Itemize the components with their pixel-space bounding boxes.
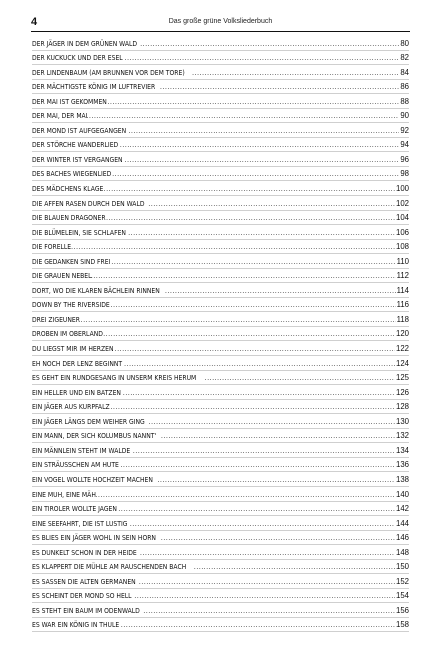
toc-entry-title: DER JÄGER IN DEM GRÜNEN WALD	[32, 39, 138, 48]
toc-dot-leader	[78, 315, 395, 325]
toc-entry	[32, 254, 409, 269]
toc-dot-leader	[133, 446, 395, 456]
toc-entry-title: ES SASSEN DIE ALTEN GERMANEN	[32, 577, 136, 586]
toc-entry-page: 112	[396, 271, 409, 281]
toc-entry-page: 116	[396, 300, 409, 310]
toc-entry	[32, 283, 409, 298]
toc-entry	[32, 560, 409, 575]
toc-dot-leader	[103, 329, 395, 339]
toc-entry-title: DIE GEDANKEN SIND FREI	[32, 257, 111, 266]
toc-dot-leader	[134, 591, 395, 601]
toc-entry	[32, 603, 409, 618]
toc-entry-title: ES GEHT EIN RUNDGESANG IN UNSERM KREIS HERUM	[32, 374, 197, 383]
toc-entry	[32, 211, 409, 226]
toc-entry	[32, 240, 409, 255]
toc-entry	[32, 502, 409, 517]
toc-entry-page: 154	[395, 591, 409, 601]
toc-entry-title: DIE BLAUEN DRAGONER	[32, 214, 106, 223]
toc-entry-page: 144	[395, 518, 409, 528]
toc-entry-page: 110	[396, 256, 409, 266]
toc-entry	[32, 327, 409, 342]
toc-entry-page: 142	[395, 504, 409, 514]
toc-entry-title: ES BLIES EIN JÄGER WOHL IN SEIN HORN	[32, 534, 156, 543]
toc-entry-page: 158	[395, 620, 409, 630]
toc-entry-page: 82	[400, 53, 409, 63]
toc-entry-page: 156	[395, 605, 409, 615]
toc-entry	[32, 618, 409, 633]
toc-entry-page: 114	[396, 285, 409, 295]
toc-dot-leader	[104, 184, 395, 194]
toc-entry-title: DER STÖRCHE WANDERLIED	[32, 141, 119, 150]
toc-entry-page: 128	[395, 402, 409, 412]
toc-dot-leader	[121, 620, 395, 630]
toc-dot-leader	[160, 82, 399, 92]
toc-dot-leader	[140, 548, 395, 558]
toc-dot-leader	[130, 519, 395, 529]
toc-entry-page: 106	[395, 227, 409, 237]
toc-entry-page: 90	[400, 111, 409, 121]
toc-dot-leader	[128, 228, 395, 238]
toc-dot-leader	[69, 242, 395, 252]
toc-entry-page: 138	[395, 474, 409, 484]
toc-dot-leader	[205, 373, 395, 383]
toc-entry-page: 92	[400, 125, 409, 135]
toc-entry	[32, 516, 409, 531]
toc-entry-page: 136	[395, 460, 409, 470]
toc-entry-page: 126	[395, 387, 409, 397]
toc-entry-title: ES STEHT EIN BAUM IM ODENWALD	[32, 606, 140, 615]
toc-dot-leader	[143, 606, 395, 616]
toc-entry	[32, 167, 409, 182]
toc-entry-title: DORT, WO DIE KLAREN BÄCHLEIN RINNEN	[32, 286, 160, 295]
toc-entry-page: 146	[395, 533, 409, 543]
toc-entry-page: 88	[400, 96, 409, 106]
toc-dot-leader	[157, 475, 395, 485]
toc-dot-leader	[107, 97, 399, 107]
toc-dot-leader	[125, 53, 400, 63]
toc-entry-page: 134	[395, 445, 409, 455]
toc-entry-page: 100	[395, 184, 409, 194]
toc-entry	[32, 487, 409, 502]
toc-entry	[32, 443, 409, 458]
toc-entry	[32, 472, 409, 487]
toc-dot-leader	[106, 213, 395, 223]
toc-entry-title: EH NOCH DER LENZ BEGINNT	[32, 359, 123, 368]
toc-entry-page: 124	[395, 358, 409, 368]
toc-entry-title: EIN VOGEL WOLLTE HOCHZEIT MACHEN	[32, 475, 153, 484]
toc-dot-leader	[140, 39, 399, 49]
toc-entry-title: DER MAI IST GEKOMMEN	[32, 97, 107, 106]
toc-entry-page: 118	[396, 314, 409, 324]
toc-entry-page: 148	[395, 547, 409, 557]
toc-entry	[32, 589, 409, 604]
toc-entry	[32, 109, 409, 124]
toc-dot-leader	[165, 286, 396, 296]
toc-entry-page: 140	[395, 489, 409, 499]
table-of-contents	[32, 36, 409, 632]
toc-entry-title: DU LIEGST MIR IM HERZEN	[32, 345, 114, 354]
toc-dot-leader	[124, 155, 399, 165]
toc-entry	[32, 429, 409, 444]
toc-entry-title: DER WINTER IST VERGANGEN	[32, 155, 123, 164]
toc-entry	[32, 181, 409, 196]
toc-entry-page: 132	[395, 431, 409, 441]
toc-entry-title: DES MÄDCHENS KLAGE	[32, 185, 104, 194]
toc-dot-leader	[111, 257, 395, 267]
toc-dot-leader	[123, 388, 395, 398]
toc-entry-page: 98	[400, 169, 409, 179]
toc-entry	[32, 65, 409, 80]
toc-entry-title: ES DUNKELT SCHON IN DER HEIDE	[32, 548, 137, 557]
toc-entry-title: DER LINDENBAUM (AM BRUNNEN VOR DEM TORE)	[32, 68, 185, 77]
toc-dot-leader	[91, 271, 396, 281]
toc-dot-leader	[194, 562, 395, 572]
toc-entry-page: 150	[395, 562, 409, 572]
toc-dot-leader	[86, 111, 399, 121]
toc-entry-page: 104	[395, 213, 409, 223]
toc-entry-title: ES SCHEINT DER MOND SO HELL	[32, 592, 132, 601]
toc-dot-leader	[120, 460, 395, 470]
toc-entry	[32, 298, 409, 313]
toc-entry	[32, 400, 409, 415]
toc-entry-page: 122	[395, 344, 409, 354]
toc-entry	[32, 356, 409, 371]
toc-entry-title: DOWN BY THE RIVERSIDE	[32, 301, 110, 310]
toc-entry	[32, 123, 409, 138]
toc-dot-leader	[139, 577, 395, 587]
toc-entry-title: DIE FORELLE	[32, 243, 72, 252]
toc-entry-title: EIN TIROLER WOLLTE JAGEN	[32, 505, 117, 514]
toc-entry	[32, 545, 409, 560]
toc-entry	[32, 414, 409, 429]
toc-entry	[32, 225, 409, 240]
toc-entry-page: 152	[395, 576, 409, 586]
page-header	[31, 15, 410, 32]
toc-entry	[32, 138, 409, 153]
toc-entry-title: DER MAI, DER MAI	[32, 112, 88, 121]
toc-dot-leader	[124, 359, 395, 369]
toc-entry-title: DER MOND IST AUFGEGANGEN	[32, 126, 127, 135]
toc-entry-page: 130	[395, 416, 409, 426]
toc-entry	[32, 94, 409, 109]
toc-entry-title: EIN MÄNNLEIN STEHT IM WALDE	[32, 446, 131, 455]
toc-entry	[32, 152, 409, 167]
toc-entry	[32, 371, 409, 386]
toc-entry	[32, 531, 409, 546]
book-title: Das große grüne Volksliederbuch	[168, 18, 273, 25]
toc-entry-title: DER MÄCHTIGSTE KÖNIG IM LUFTREVIER	[32, 83, 156, 92]
toc-entry-title: DREI ZIGEUNER	[32, 315, 80, 324]
toc-entry-title: EINE MUH, EINE MÄH	[32, 490, 96, 499]
toc-entry	[32, 51, 409, 66]
toc-entry-title: DIE BLÜMELEIN, SIE SCHLAFEN	[32, 228, 126, 237]
toc-entry	[32, 269, 409, 284]
toc-entry-page: 120	[395, 329, 409, 339]
toc-entry-title: EIN HELLER UND EIN BATZEN	[32, 388, 121, 397]
toc-entry-title: DIE GRAUEN NEBEL	[32, 272, 92, 281]
toc-entry	[32, 385, 409, 400]
toc-entry-title: DES BACHES WIEGENLIED	[32, 170, 112, 179]
toc-entry	[32, 341, 409, 356]
toc-dot-leader	[110, 402, 395, 412]
toc-dot-leader	[161, 431, 395, 441]
toc-dot-leader	[128, 126, 399, 136]
toc-entry-page: 84	[400, 67, 409, 77]
toc-entry	[32, 458, 409, 473]
toc-entry	[32, 312, 409, 327]
toc-entry-page: 80	[400, 38, 409, 48]
toc-dot-leader	[115, 344, 395, 354]
toc-dot-leader	[161, 533, 395, 543]
toc-entry-title: DROBEN IM OBERLAND	[32, 330, 103, 339]
toc-entry-title: DIE AFFEN RASEN DURCH DEN WALD	[32, 199, 145, 208]
toc-entry-page: 125	[395, 373, 409, 383]
toc-entry	[32, 574, 409, 589]
toc-dot-leader	[112, 169, 399, 179]
toc-entry-page: 102	[395, 198, 409, 208]
toc-entry-page: 86	[400, 82, 409, 92]
toc-entry	[32, 80, 409, 95]
toc-entry-title: EINE SEEFAHRT, DIE IST LUSTIG	[32, 519, 128, 528]
toc-dot-leader	[192, 68, 399, 78]
toc-dot-leader	[120, 140, 400, 150]
toc-entry-title: EIN JÄGER LÄNGS DEM WEIHER GING	[32, 417, 145, 426]
toc-entry-title: ES WAR EIN KÖNIG IN THULE	[32, 621, 120, 630]
toc-entry-title: EIN STRÄUSSCHEN AM HUTE	[32, 461, 119, 470]
toc-entry-page: 94	[400, 140, 409, 150]
toc-dot-leader	[118, 504, 395, 514]
toc-entry	[32, 36, 409, 51]
toc-dot-leader	[95, 490, 395, 500]
toc-entry-title: ES KLAPPERT DIE MÜHLE AM RAUSCHENDEN BACH	[32, 563, 187, 572]
toc-entry	[32, 196, 409, 211]
toc-entry-title: EIN JÄGER AUS KURPFALZ	[32, 403, 110, 412]
toc-dot-leader	[149, 417, 395, 427]
page-number: 4	[31, 16, 38, 28]
toc-entry-title: EIN MANN, DER SICH KOLUMBUS NANNT'	[32, 432, 157, 441]
toc-dot-leader	[148, 199, 395, 209]
toc-entry-page: 96	[400, 154, 409, 164]
toc-dot-leader	[111, 300, 396, 310]
toc-entry-page: 108	[395, 242, 409, 252]
toc-entry-title: DER KUCKUCK UND DER ESEL	[32, 54, 123, 63]
